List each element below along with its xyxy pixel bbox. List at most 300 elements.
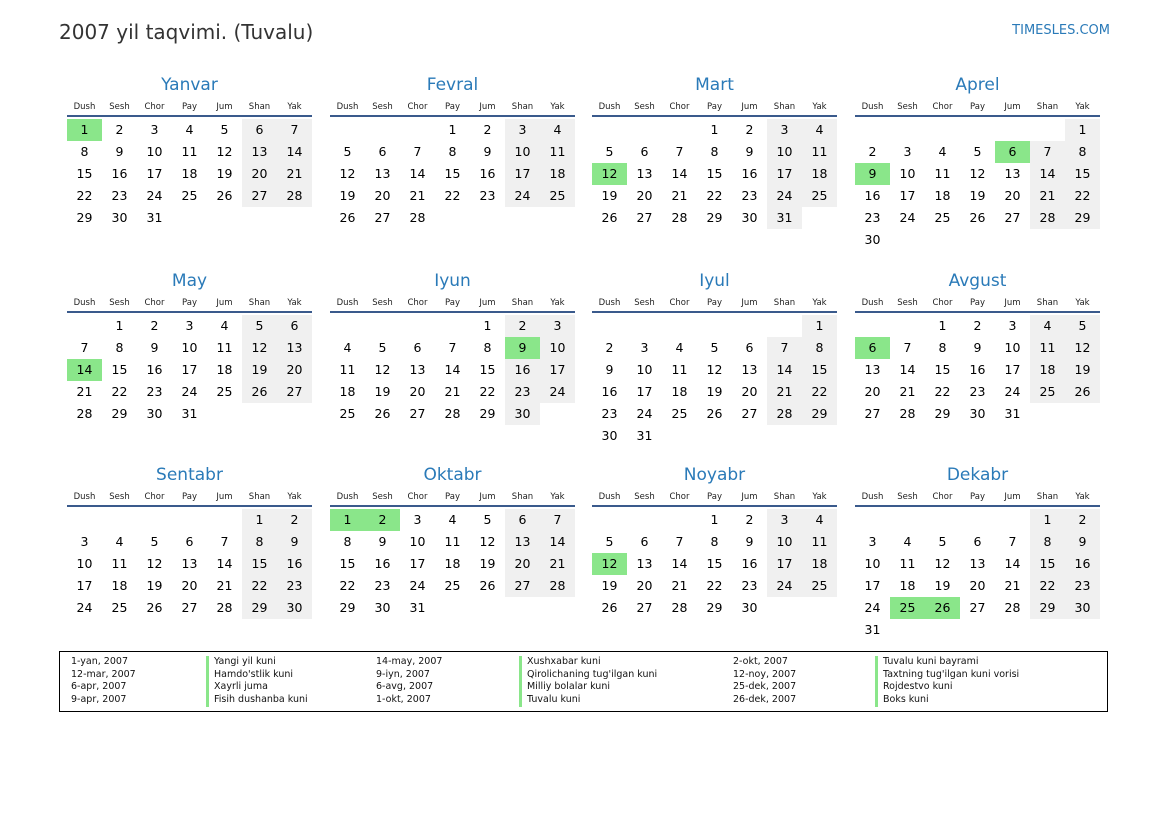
weekday-label: Chor — [932, 102, 953, 112]
day-cell: 5 — [1065, 315, 1100, 337]
day-cell: 23 — [741, 188, 758, 203]
day-cell: 25 — [671, 406, 688, 421]
day-cell: 2 — [150, 318, 159, 333]
day-cell: 11 — [111, 556, 128, 571]
day-cell: 23 — [864, 210, 881, 225]
day-cell: 3 — [868, 534, 877, 549]
weekday-label: Pay — [182, 298, 197, 308]
day-cell: 13 — [505, 531, 540, 553]
day-cell: 12 — [339, 166, 356, 181]
day-cell: 5 — [973, 144, 982, 159]
weekday-label: Shan — [511, 492, 534, 502]
day-cell: 17 — [636, 384, 653, 399]
empty-cell — [207, 509, 242, 531]
site-link[interactable]: TIMESLES.COM — [1012, 23, 1110, 38]
weekday-label: Sesh — [372, 298, 393, 308]
day-cell: 12 — [969, 166, 986, 181]
weekday-label: Pay — [970, 298, 985, 308]
weekday-label: Chor — [669, 492, 690, 502]
empty-cell — [960, 119, 995, 141]
day-cell: 15 — [444, 166, 461, 181]
day-cell: 26 — [339, 210, 356, 225]
weekday-label: Yak — [1075, 102, 1090, 112]
page-title: 2007 yil taqvimi. (Tuvalu) — [59, 20, 314, 44]
holiday-date: 12-mar, 2007 — [71, 668, 136, 680]
day-cell: 20 — [741, 384, 758, 399]
day-cell: 9 — [483, 144, 492, 159]
weekday-label: Chor — [407, 492, 428, 502]
day-cell: 19 — [242, 359, 277, 381]
day-cell: 19 — [146, 578, 163, 593]
day-cell: 3 — [150, 122, 159, 137]
day-cell: 4 — [802, 509, 837, 531]
empty-cell — [890, 509, 925, 531]
empty-cell — [592, 119, 627, 141]
day-cell: 7 — [675, 534, 684, 549]
day-cell: 2 — [505, 315, 540, 337]
empty-cell — [662, 315, 697, 337]
weekday-label: Yak — [287, 102, 302, 112]
weekday-label: Yak — [550, 298, 565, 308]
day-cell: 21 — [409, 188, 426, 203]
day-cell: 15 — [339, 556, 356, 571]
month-dekabr — [855, 463, 1100, 641]
day-cell: 17 — [181, 362, 198, 377]
day-cell: 29 — [339, 600, 356, 615]
day-cell: 19 — [339, 188, 356, 203]
month-name: Mart — [695, 75, 734, 95]
weekday-label: Jum — [216, 492, 233, 502]
day-cell: 10 — [409, 534, 426, 549]
day-cell: 22 — [706, 578, 723, 593]
holiday-date: 6-avg, 2007 — [376, 681, 434, 693]
weekday-label: Yak — [812, 492, 827, 502]
weekday-label: Sesh — [634, 492, 655, 502]
day-cell: 23 — [969, 384, 986, 399]
day-cell: 16 — [1065, 553, 1100, 575]
day-cell: 12 — [706, 362, 723, 377]
day-cell: 27 — [864, 406, 881, 421]
day-cell: 2 — [745, 512, 754, 527]
day-cell: 19 — [601, 578, 618, 593]
day-cell: 21 — [899, 384, 916, 399]
weekday-label: Chor — [407, 102, 428, 112]
day-cell: 26 — [1065, 381, 1100, 403]
day-cell: 9 — [745, 534, 754, 549]
day-cell: 22 — [111, 384, 128, 399]
empty-cell — [855, 315, 890, 337]
day-cell: 12 — [146, 556, 163, 571]
weekday-label: Yak — [550, 492, 565, 502]
day-cell: 3 — [767, 119, 802, 141]
day-cell: 1 — [448, 122, 457, 137]
day-cell: 3 — [505, 119, 540, 141]
day-cell: 21 — [671, 578, 688, 593]
days-grid — [855, 315, 1100, 425]
day-cell: 8 — [483, 340, 492, 355]
empty-cell — [137, 509, 172, 531]
month-noyabr — [592, 463, 837, 619]
day-cell: 2 — [973, 318, 982, 333]
days-grid — [855, 119, 1100, 251]
day-cell: 18 — [540, 163, 575, 185]
day-cell: 23 — [505, 381, 540, 403]
holiday-date: 12-noy, 2007 — [733, 668, 797, 680]
day-cell: 22 — [706, 188, 723, 203]
day-cell: 29 — [1065, 207, 1100, 229]
day-cell: 2 — [483, 122, 492, 137]
day-cell: 27 — [741, 406, 758, 421]
day-cell: 20 — [969, 578, 986, 593]
day-cell: 6 — [378, 144, 387, 159]
day-cell: 21 — [277, 163, 312, 185]
empty-cell — [330, 315, 365, 337]
day-cell: 20 — [636, 188, 653, 203]
day-cell: 14 — [1030, 163, 1065, 185]
day-cell: 10 — [76, 556, 93, 571]
day-cell: 31 — [636, 428, 653, 443]
day-cell: 18 — [111, 578, 128, 593]
weekday-header — [330, 487, 575, 507]
weekday-label: Pay — [707, 298, 722, 308]
days-grid — [592, 315, 837, 447]
day-cell: 18 — [802, 163, 837, 185]
day-cell: 25 — [216, 384, 233, 399]
day-cell: 21 — [671, 188, 688, 203]
day-cell: 21 — [767, 381, 802, 403]
weekday-label: Dush — [598, 298, 621, 308]
day-cell: 17 — [767, 553, 802, 575]
day-cell: 13 — [277, 337, 312, 359]
holiday-name: Tuvalu kuni — [519, 694, 580, 707]
empty-cell — [925, 509, 960, 531]
day-cell: 8 — [80, 144, 89, 159]
days-grid — [67, 315, 312, 425]
day-cell: 19 — [706, 384, 723, 399]
day-cell: 15 — [1030, 553, 1065, 575]
day-cell: 20 — [1004, 188, 1021, 203]
holiday-name: Xayrli juma — [206, 681, 268, 694]
weekday-label: Jum — [216, 102, 233, 112]
day-cell: 5 — [378, 340, 387, 355]
day-cell: 3 — [1008, 318, 1017, 333]
day-cell: 11 — [802, 531, 837, 553]
weekday-label: Yak — [812, 298, 827, 308]
month-oktabr — [330, 463, 575, 619]
empty-cell — [67, 315, 102, 337]
weekday-label: Jum — [479, 492, 496, 502]
month-name: Oktabr — [423, 465, 482, 485]
day-cell: 15 — [242, 553, 277, 575]
day-cell: 21 — [76, 384, 93, 399]
day-cell: 15 — [76, 166, 93, 181]
day-cell: 12 — [1065, 337, 1100, 359]
day-cell: 7 — [1008, 534, 1017, 549]
day-cell: 23 — [741, 578, 758, 593]
weekday-label: Yak — [812, 102, 827, 112]
holiday-date: 1-okt, 2007 — [376, 694, 431, 706]
day-cell: 7 — [413, 144, 422, 159]
day-cell: 23 — [111, 188, 128, 203]
day-cell: 26 — [601, 210, 618, 225]
days-grid — [855, 509, 1100, 641]
holiday-name: Fisih dushanba kuni — [206, 694, 308, 707]
day-cell: 29 — [479, 406, 496, 421]
day-cell: 8 — [115, 340, 124, 355]
day-cell: 10 — [636, 362, 653, 377]
day-cell: 27 — [242, 185, 277, 207]
day-cell: 3 — [413, 512, 422, 527]
day-cell: 10 — [767, 531, 802, 553]
day-cell: 15 — [802, 359, 837, 381]
day-cell: 13 — [374, 166, 391, 181]
day-cell: 17 — [76, 578, 93, 593]
day-cell: 29 — [934, 406, 951, 421]
weekday-label: Pay — [445, 102, 460, 112]
day-cell: 27 — [409, 406, 426, 421]
empty-cell — [995, 119, 1030, 141]
day-cell: 12 — [934, 556, 951, 571]
day-cell: 19 — [601, 188, 618, 203]
day-cell: 8 — [938, 340, 947, 355]
holiday-day: 26 — [925, 597, 960, 619]
month-avgust — [855, 269, 1100, 425]
day-cell: 6 — [413, 340, 422, 355]
day-cell: 20 — [864, 384, 881, 399]
day-cell: 29 — [706, 210, 723, 225]
day-cell: 18 — [444, 556, 461, 571]
weekday-label: Sesh — [897, 102, 918, 112]
holiday-name: Tuvalu kuni bayrami — [875, 656, 979, 669]
day-cell: 22 — [479, 384, 496, 399]
day-cell: 24 — [76, 600, 93, 615]
day-cell: 11 — [216, 340, 233, 355]
day-cell: 4 — [1030, 315, 1065, 337]
weekday-header — [855, 487, 1100, 507]
day-cell: 16 — [741, 166, 758, 181]
day-cell: 24 — [767, 185, 802, 207]
day-cell: 1 — [483, 318, 492, 333]
day-cell: 11 — [899, 556, 916, 571]
day-cell: 19 — [934, 578, 951, 593]
day-cell: 13 — [741, 362, 758, 377]
day-cell: 10 — [505, 141, 540, 163]
day-cell: 20 — [409, 384, 426, 399]
weekday-label: Pay — [707, 102, 722, 112]
day-cell: 25 — [540, 185, 575, 207]
day-cell: 15 — [706, 166, 723, 181]
day-cell: 13 — [181, 556, 198, 571]
weekday-header — [67, 293, 312, 313]
day-cell: 27 — [374, 210, 391, 225]
day-cell: 31 — [864, 622, 881, 637]
day-cell: 28 — [1004, 600, 1021, 615]
day-cell: 9 — [378, 534, 387, 549]
day-cell: 26 — [146, 600, 163, 615]
day-cell: 29 — [242, 597, 277, 619]
weekday-label: Jum — [741, 298, 758, 308]
empty-cell — [995, 509, 1030, 531]
day-cell: 28 — [409, 210, 426, 225]
day-cell: 7 — [767, 337, 802, 359]
weekday-label: Sesh — [372, 492, 393, 502]
day-cell: 14 — [444, 362, 461, 377]
empty-cell — [627, 509, 662, 531]
day-cell: 28 — [76, 406, 93, 421]
day-cell: 26 — [374, 406, 391, 421]
holiday-day: 12 — [592, 163, 627, 185]
empty-cell — [925, 119, 960, 141]
weekday-header — [67, 97, 312, 117]
day-cell: 4 — [802, 119, 837, 141]
day-cell: 23 — [479, 188, 496, 203]
day-cell: 20 — [277, 359, 312, 381]
day-cell: 25 — [802, 185, 837, 207]
day-cell: 19 — [969, 188, 986, 203]
weekday-label: Pay — [445, 298, 460, 308]
day-cell: 2 — [277, 509, 312, 531]
day-cell: 7 — [903, 340, 912, 355]
day-cell: 27 — [969, 600, 986, 615]
days-grid — [330, 119, 575, 229]
day-cell: 29 — [111, 406, 128, 421]
day-cell: 22 — [934, 384, 951, 399]
weekday-label: Shan — [1036, 102, 1059, 112]
holiday-name: Hamdo'stlik kuni — [206, 669, 293, 682]
day-cell: 9 — [745, 144, 754, 159]
weekday-header — [330, 97, 575, 117]
day-cell: 10 — [540, 337, 575, 359]
day-cell: 28 — [540, 575, 575, 597]
day-cell: 29 — [706, 600, 723, 615]
day-cell: 15 — [706, 556, 723, 571]
day-cell: 5 — [343, 144, 352, 159]
weekday-header — [592, 293, 837, 313]
empty-cell — [400, 119, 435, 141]
holiday-name: Milliy bolalar kuni — [519, 681, 610, 694]
day-cell: 30 — [969, 406, 986, 421]
day-cell: 27 — [181, 600, 198, 615]
month-name: Avgust — [948, 271, 1007, 291]
day-cell: 17 — [146, 166, 163, 181]
day-cell: 23 — [146, 384, 163, 399]
empty-cell — [102, 509, 137, 531]
day-cell: 13 — [636, 166, 653, 181]
day-cell: 1 — [242, 509, 277, 531]
empty-cell — [855, 119, 890, 141]
weekday-label: Shan — [511, 298, 534, 308]
weekday-header — [330, 293, 575, 313]
day-cell: 25 — [444, 578, 461, 593]
day-cell: 16 — [601, 384, 618, 399]
day-cell: 6 — [185, 534, 194, 549]
day-cell: 4 — [185, 122, 194, 137]
day-cell: 7 — [80, 340, 89, 355]
day-cell: 26 — [601, 600, 618, 615]
day-cell: 17 — [767, 163, 802, 185]
day-cell: 7 — [277, 119, 312, 141]
day-cell: 8 — [802, 337, 837, 359]
holiday-day: 12 — [592, 553, 627, 575]
day-cell: 1 — [938, 318, 947, 333]
weekday-label: Jum — [1004, 492, 1021, 502]
day-cell: 3 — [80, 534, 89, 549]
empty-cell — [767, 315, 802, 337]
weekday-label: Sesh — [109, 298, 130, 308]
day-cell: 22 — [76, 188, 93, 203]
day-cell: 25 — [1030, 381, 1065, 403]
day-cell: 12 — [479, 534, 496, 549]
day-cell: 24 — [181, 384, 198, 399]
day-cell: 9 — [1065, 531, 1100, 553]
month-name: Dekabr — [946, 465, 1009, 485]
day-cell: 5 — [605, 144, 614, 159]
month-iyul — [592, 269, 837, 447]
days-grid — [592, 119, 837, 229]
day-cell: 27 — [636, 600, 653, 615]
day-cell: 1 — [1065, 119, 1100, 141]
day-cell: 6 — [640, 534, 649, 549]
day-cell: 8 — [1030, 531, 1065, 553]
day-cell: 30 — [1065, 597, 1100, 619]
day-cell: 26 — [216, 188, 233, 203]
day-cell: 16 — [864, 188, 881, 203]
day-cell: 31 — [767, 207, 802, 229]
weekday-label: Shan — [773, 298, 796, 308]
day-cell: 28 — [1030, 207, 1065, 229]
day-cell: 23 — [601, 406, 618, 421]
day-cell: 12 — [242, 337, 277, 359]
weekday-label: Jum — [741, 102, 758, 112]
day-cell: 22 — [242, 575, 277, 597]
holiday-day: 9 — [855, 163, 890, 185]
weekday-label: Dush — [73, 102, 96, 112]
empty-cell — [1030, 119, 1065, 141]
day-cell: 5 — [483, 512, 492, 527]
month-may — [67, 269, 312, 425]
day-cell: 29 — [1030, 597, 1065, 619]
day-cell: 10 — [899, 166, 916, 181]
empty-cell — [172, 509, 207, 531]
holiday-date: 25-dek, 2007 — [733, 681, 797, 693]
day-cell: 8 — [1065, 141, 1100, 163]
day-cell: 10 — [1004, 340, 1021, 355]
empty-cell — [592, 509, 627, 531]
day-cell: 10 — [181, 340, 198, 355]
day-cell: 8 — [242, 531, 277, 553]
holiday-day: 6 — [855, 337, 890, 359]
empty-cell — [662, 509, 697, 531]
day-cell: 22 — [802, 381, 837, 403]
day-cell: 11 — [339, 362, 356, 377]
day-cell: 5 — [242, 315, 277, 337]
day-cell: 1 — [710, 512, 719, 527]
day-cell: 15 — [111, 362, 128, 377]
day-cell: 30 — [741, 210, 758, 225]
weekday-label: Sesh — [109, 492, 130, 502]
day-cell: 4 — [220, 318, 229, 333]
day-cell: 8 — [343, 534, 352, 549]
holiday-day: 6 — [995, 141, 1030, 163]
day-cell: 13 — [636, 556, 653, 571]
day-cell: 18 — [802, 553, 837, 575]
day-cell: 4 — [448, 512, 457, 527]
month-mart — [592, 73, 837, 229]
day-cell: 22 — [1065, 185, 1100, 207]
day-cell: 6 — [242, 119, 277, 141]
day-cell: 11 — [802, 141, 837, 163]
day-cell: 3 — [767, 509, 802, 531]
